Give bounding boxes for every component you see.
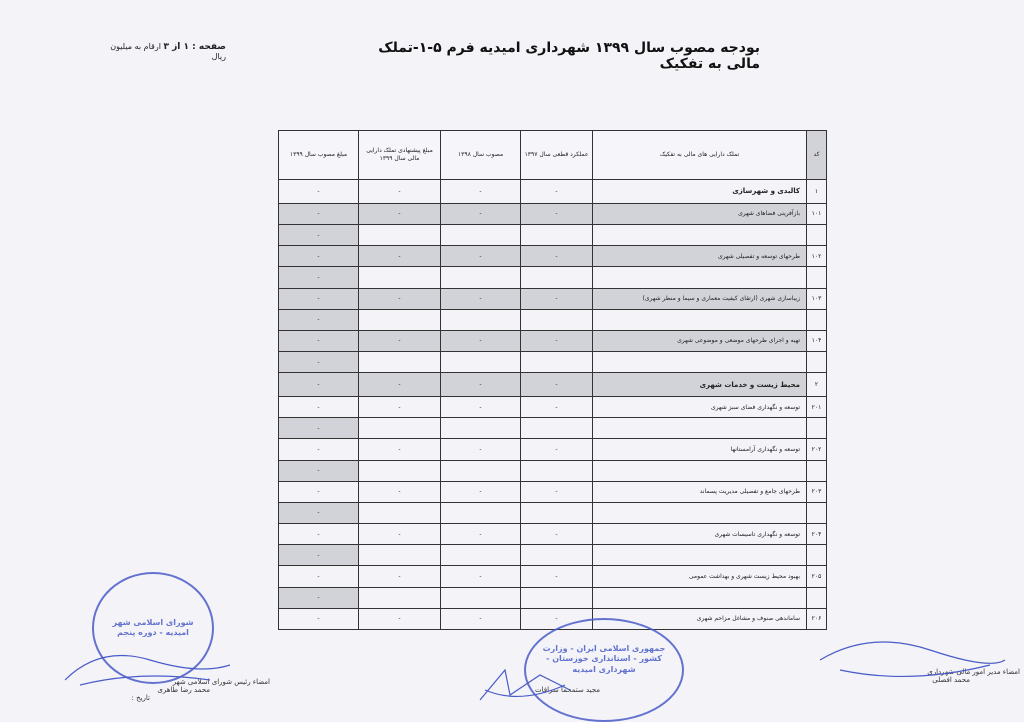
row-value-cell [521, 418, 593, 439]
row-description-cell: زیباسازی شهری (ارتقای کیفیت معماری و سیما و منظر شهری) [593, 288, 807, 309]
row-value-cell: - [521, 439, 593, 460]
row-value-cell [441, 267, 521, 288]
row-description-cell [593, 352, 807, 373]
row-value-cell: - [441, 330, 521, 351]
row-value-cell [521, 309, 593, 330]
table-row [279, 203, 827, 224]
row-value-cell: - [359, 566, 441, 587]
council-signature-scribble [60, 640, 240, 700]
table-row [279, 439, 827, 460]
row-code-cell [807, 352, 827, 373]
row-code-cell [807, 224, 827, 245]
row-description-cell [593, 460, 807, 481]
row-value-cell: - [441, 373, 521, 397]
row-value-cell: - [521, 288, 593, 309]
row-value-cell: - [359, 180, 441, 204]
row-value-cell: - [279, 288, 359, 309]
row-value-cell: - [441, 566, 521, 587]
row-value-cell [441, 460, 521, 481]
table-row [279, 224, 827, 245]
row-value-cell: - [279, 330, 359, 351]
row-description-cell [593, 545, 807, 566]
table-row [279, 460, 827, 481]
table-body [279, 180, 827, 630]
row-value-cell [521, 587, 593, 608]
row-description-cell [593, 309, 807, 330]
row-description-cell: طرحهای توسعه و تفصیلی شهری [593, 246, 807, 267]
row-value-cell: - [279, 608, 359, 629]
table-row [279, 545, 827, 566]
row-value-cell: - [441, 524, 521, 545]
council-stamp-text: شورای اسلامی شهر امیدیه - دوره پنجم [112, 618, 194, 637]
row-code-cell [807, 309, 827, 330]
row-value-cell [359, 267, 441, 288]
council-signature-title: امضاء رئیس شورای اسلامی شهر [172, 678, 270, 686]
table-row [279, 397, 827, 418]
table-row [279, 309, 827, 330]
council-signer-name: محمد رضا طاهری [157, 686, 210, 694]
row-description-cell [593, 418, 807, 439]
finance-signature-scribble [810, 630, 1010, 690]
row-value-cell: - [279, 267, 359, 288]
row-value-cell: - [279, 587, 359, 608]
row-value-cell: - [441, 246, 521, 267]
row-value-cell [359, 224, 441, 245]
row-value-cell [441, 587, 521, 608]
row-value-cell: - [359, 524, 441, 545]
finance-signature-title: امضاء مدیر امور مالی شهرداری [927, 668, 1020, 676]
row-value-cell: - [279, 524, 359, 545]
row-code-cell: ۲ [807, 373, 827, 397]
row-value-cell [359, 502, 441, 523]
table-row [279, 418, 827, 439]
row-code-cell: ۱۰۲ [807, 246, 827, 267]
table-row [279, 373, 827, 397]
row-value-cell: - [279, 373, 359, 397]
row-value-cell [359, 352, 441, 373]
row-value-cell: - [521, 481, 593, 502]
row-description-cell [593, 502, 807, 523]
row-value-cell [359, 545, 441, 566]
row-description-cell [593, 587, 807, 608]
center-signer-name: مجید ستمحما سرافات [535, 686, 600, 694]
row-value-cell: - [521, 330, 593, 351]
row-value-cell: - [279, 502, 359, 523]
row-description-cell: بازآفرینی فضاهای شهری [593, 203, 807, 224]
row-code-cell [807, 587, 827, 608]
row-value-cell [441, 545, 521, 566]
row-value-cell: - [359, 330, 441, 351]
row-value-cell: - [359, 246, 441, 267]
column-header: کد [807, 131, 827, 180]
row-value-cell: - [279, 246, 359, 267]
row-value-cell [441, 502, 521, 523]
row-value-cell: - [441, 481, 521, 502]
row-code-cell: ۲۰۵ [807, 566, 827, 587]
row-value-cell: - [441, 203, 521, 224]
row-value-cell: - [279, 439, 359, 460]
row-value-cell: - [521, 373, 593, 397]
row-value-cell: - [279, 418, 359, 439]
row-value-cell: - [441, 180, 521, 204]
row-description-cell: توسعه و نگهداری آرامستانها [593, 439, 807, 460]
row-description-cell: تهیه و اجرای طرحهای موضعی و موضوعی شهری [593, 330, 807, 351]
row-value-cell [521, 545, 593, 566]
row-description-cell [593, 224, 807, 245]
row-value-cell [441, 224, 521, 245]
council-date-label: تاریخ : [131, 694, 150, 702]
row-value-cell: - [521, 397, 593, 418]
row-value-cell: - [359, 481, 441, 502]
row-value-cell: - [441, 608, 521, 629]
row-code-cell: ۱۰۱ [807, 203, 827, 224]
row-value-cell: - [441, 288, 521, 309]
row-value-cell: - [279, 460, 359, 481]
table-row [279, 587, 827, 608]
row-value-cell: - [359, 203, 441, 224]
row-value-cell: - [441, 397, 521, 418]
row-value-cell: - [279, 352, 359, 373]
table-row [279, 481, 827, 502]
table-header-row [279, 131, 827, 180]
row-value-cell: - [521, 246, 593, 267]
table-row [279, 180, 827, 204]
row-value-cell: - [521, 524, 593, 545]
column-header: مصوب سال ۱۳۹۸ [441, 131, 521, 180]
row-value-cell [441, 418, 521, 439]
row-value-cell: - [279, 203, 359, 224]
row-value-cell [521, 352, 593, 373]
row-code-cell [807, 267, 827, 288]
row-value-cell: - [279, 481, 359, 502]
row-value-cell: - [359, 373, 441, 397]
row-code-cell: ۱ [807, 180, 827, 204]
document-title: بودجه مصوب سال ۱۳۹۹ شهرداری امیدیه فرم ۵-۱-تملک مالی به تفکیک [378, 40, 760, 72]
column-header: مبلغ پیشنهادی تملک دارایی مالی سال ۱۳۹۹ [359, 131, 441, 180]
column-header: تملک دارایی های مالی به تفکیک [593, 131, 807, 180]
row-value-cell: - [279, 397, 359, 418]
row-value-cell [521, 460, 593, 481]
table-row [279, 267, 827, 288]
row-code-cell: ۱۰۳ [807, 288, 827, 309]
table-row [279, 502, 827, 523]
table-row [279, 566, 827, 587]
column-header: عملکرد قطعی سال ۱۳۹۷ [521, 131, 593, 180]
row-code-cell: ۲۰۱ [807, 397, 827, 418]
row-value-cell: - [279, 309, 359, 330]
row-description-cell: توسعه و نگهداری تاسیسات شهری [593, 524, 807, 545]
row-code-cell: ۲۰۴ [807, 524, 827, 545]
row-value-cell [521, 224, 593, 245]
table-row [279, 352, 827, 373]
row-description-cell: کالبدی و شهرسازی [593, 180, 807, 204]
row-code-cell: ۲۰۳ [807, 481, 827, 502]
row-code-cell: ۱۰۴ [807, 330, 827, 351]
row-value-cell: - [521, 203, 593, 224]
table-row [279, 246, 827, 267]
row-description-cell: ساماندهی صنوف و مشاغل مزاحم شهری [593, 608, 807, 629]
finance-signer-name: محمد افصلی [932, 676, 970, 684]
row-value-cell [359, 587, 441, 608]
column-header: مبلغ مصوب سال ۱۳۹۹ [279, 131, 359, 180]
row-value-cell: - [521, 566, 593, 587]
table-row [279, 330, 827, 351]
row-code-cell: ۲۰۲ [807, 439, 827, 460]
governorate-stamp-text: جمهوری اسلامی ایران - وزارت کشور - استانداری خوزستان - شهرداری امیدیه [542, 644, 666, 674]
row-value-cell: - [521, 180, 593, 204]
row-value-cell [441, 309, 521, 330]
table-row [279, 524, 827, 545]
row-value-cell: - [521, 608, 593, 629]
row-value-cell: - [279, 545, 359, 566]
row-code-cell [807, 545, 827, 566]
row-value-cell: - [359, 397, 441, 418]
row-code-cell: ۲۰۶ [807, 608, 827, 629]
budget-table [278, 130, 827, 630]
row-description-cell: توسعه و نگهداری فضای سبز شهری [593, 397, 807, 418]
row-value-cell: - [279, 566, 359, 587]
row-value-cell [359, 418, 441, 439]
row-value-cell [521, 267, 593, 288]
row-description-cell [593, 267, 807, 288]
row-value-cell: - [359, 288, 441, 309]
row-description-cell: بهبود محیط زیست شهری و بهداشت عمومی [593, 566, 807, 587]
row-value-cell: - [359, 608, 441, 629]
row-description-cell: محیط زیست و خدمات شهری [593, 373, 807, 397]
row-value-cell [441, 352, 521, 373]
row-value-cell [359, 460, 441, 481]
center-signature-scribble [470, 660, 580, 710]
row-value-cell: - [279, 180, 359, 204]
row-value-cell: - [359, 439, 441, 460]
row-code-cell [807, 418, 827, 439]
units-note: ارقام به میلیون ریال [110, 42, 226, 61]
row-value-cell: - [279, 224, 359, 245]
row-value-cell [359, 309, 441, 330]
row-value-cell: - [441, 439, 521, 460]
row-code-cell [807, 460, 827, 481]
page-number: صفحه : ۱ از ۳ [163, 42, 226, 52]
row-description-cell: طرحهای جامع و تفصیلی مدیریت پسماند [593, 481, 807, 502]
table-row [279, 288, 827, 309]
row-code-cell [807, 502, 827, 523]
row-value-cell [521, 502, 593, 523]
page-info [96, 42, 226, 61]
table-row [279, 608, 827, 629]
